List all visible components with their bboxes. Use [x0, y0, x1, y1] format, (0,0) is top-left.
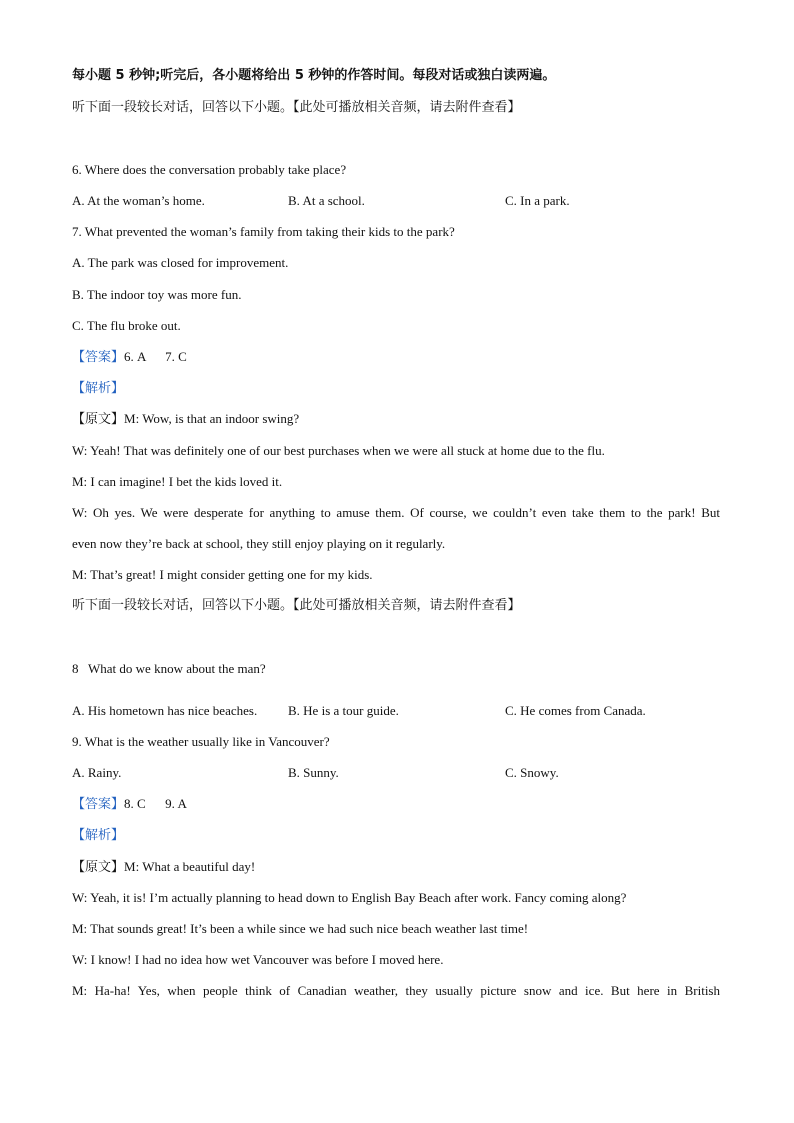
analysis-line-1: [72, 380, 124, 397]
q9-option-b: B. Sunny.: [288, 765, 339, 780]
transcript-1-line-3: W: Oh yes. We were desperate for anything to amuse them. Of course, we couldn’t even take them to the park! But: [72, 505, 720, 520]
transcript-tag: 【原文】: [72, 860, 125, 875]
answer-line-1: [72, 349, 187, 366]
transcript-1-line-4: even now they’re back at school, they still enjoy playing on it regularly.: [72, 536, 446, 551]
q6-option-a: A. At the woman’s home.: [72, 193, 205, 208]
question-6: 6. Where does the conversation probably take place?: [72, 162, 347, 177]
transcript-2-line-1: W: Yeah, it is! I’m actually planning to head down to English Bay Beach after work. Fancy coming along?: [72, 890, 627, 905]
section-intro-2: 听下面一段较长对话，回答以下小题。【此处可播放相关音频，请去附件查看】: [72, 598, 521, 613]
question-9: 9. What is the weather usually like in Vancouver?: [72, 734, 330, 749]
answer-line-2: [72, 796, 187, 813]
transcript-1-line-5: M: That’s great! I might consider getting one for my kids.: [72, 567, 373, 582]
q7-option-c: C. The flu broke out.: [72, 318, 181, 333]
q9-option-c: C. Snowy.: [505, 765, 559, 780]
question-7: 7. What prevented the woman’s family from taking their kids to the park?: [72, 224, 455, 239]
answer-tag: 【答案】: [72, 797, 125, 812]
q8-option-a: A. His hometown has nice beaches.: [72, 703, 258, 718]
transcript-text: M: Wow, is that an indoor swing?: [124, 411, 300, 426]
transcript-2-line-3: W: I know! I had no idea how wet Vancouver was before I moved here.: [72, 952, 444, 967]
q7-option-a: A. The park was closed for improvement.: [72, 255, 289, 270]
q8-option-b: B. He is a tour guide.: [288, 703, 399, 718]
q8-option-c: C. He comes from Canada.: [505, 703, 646, 718]
transcript-1-line-0: [72, 411, 299, 428]
answer-text: 8. C 9. A: [124, 796, 187, 811]
q6-option-c: C. In a park.: [505, 193, 570, 208]
transcript-1-line-2: M: I can imagine! I bet the kids loved it.: [72, 474, 283, 489]
transcript-tag: 【原文】: [72, 412, 125, 427]
q6-option-b: B. At a school.: [288, 193, 365, 208]
transcript-2-line-2: M: That sounds great! It’s been a while since we had such nice beach weather last time!: [72, 921, 529, 936]
section-intro-1: 听下面一段较长对话，回答以下小题。【此处可播放相关音频，请去附件查看】: [72, 100, 521, 115]
answer-text: 6. A 7. C: [124, 349, 187, 364]
transcript-text: M: What a beautiful day!: [124, 859, 256, 874]
analysis-tag: 【解析】: [72, 828, 125, 843]
transcript-2-line-4: M: Ha-ha! Yes, when people think of Canadian weather, they usually picture snow and ice. But here in British: [72, 983, 720, 998]
analysis-tag: 【解析】: [72, 381, 125, 396]
q9-option-a: A. Rainy.: [72, 765, 122, 780]
q7-option-b: B. The indoor toy was more fun.: [72, 287, 242, 302]
transcript-1-line-1: W: Yeah! That was definitely one of our best purchases when we were all stuck at home due to the flu.: [72, 443, 605, 458]
question-8: 8 What do we know about the man?: [72, 661, 266, 676]
answer-tag: 【答案】: [72, 350, 125, 365]
analysis-line-2: [72, 827, 124, 844]
transcript-2-line-0: [72, 859, 255, 876]
instruction-text: 每小题 5 秒钟;听完后，各小题将给出 5 秒钟的作答时间。每段对话或独白读两遍。: [72, 68, 556, 83]
